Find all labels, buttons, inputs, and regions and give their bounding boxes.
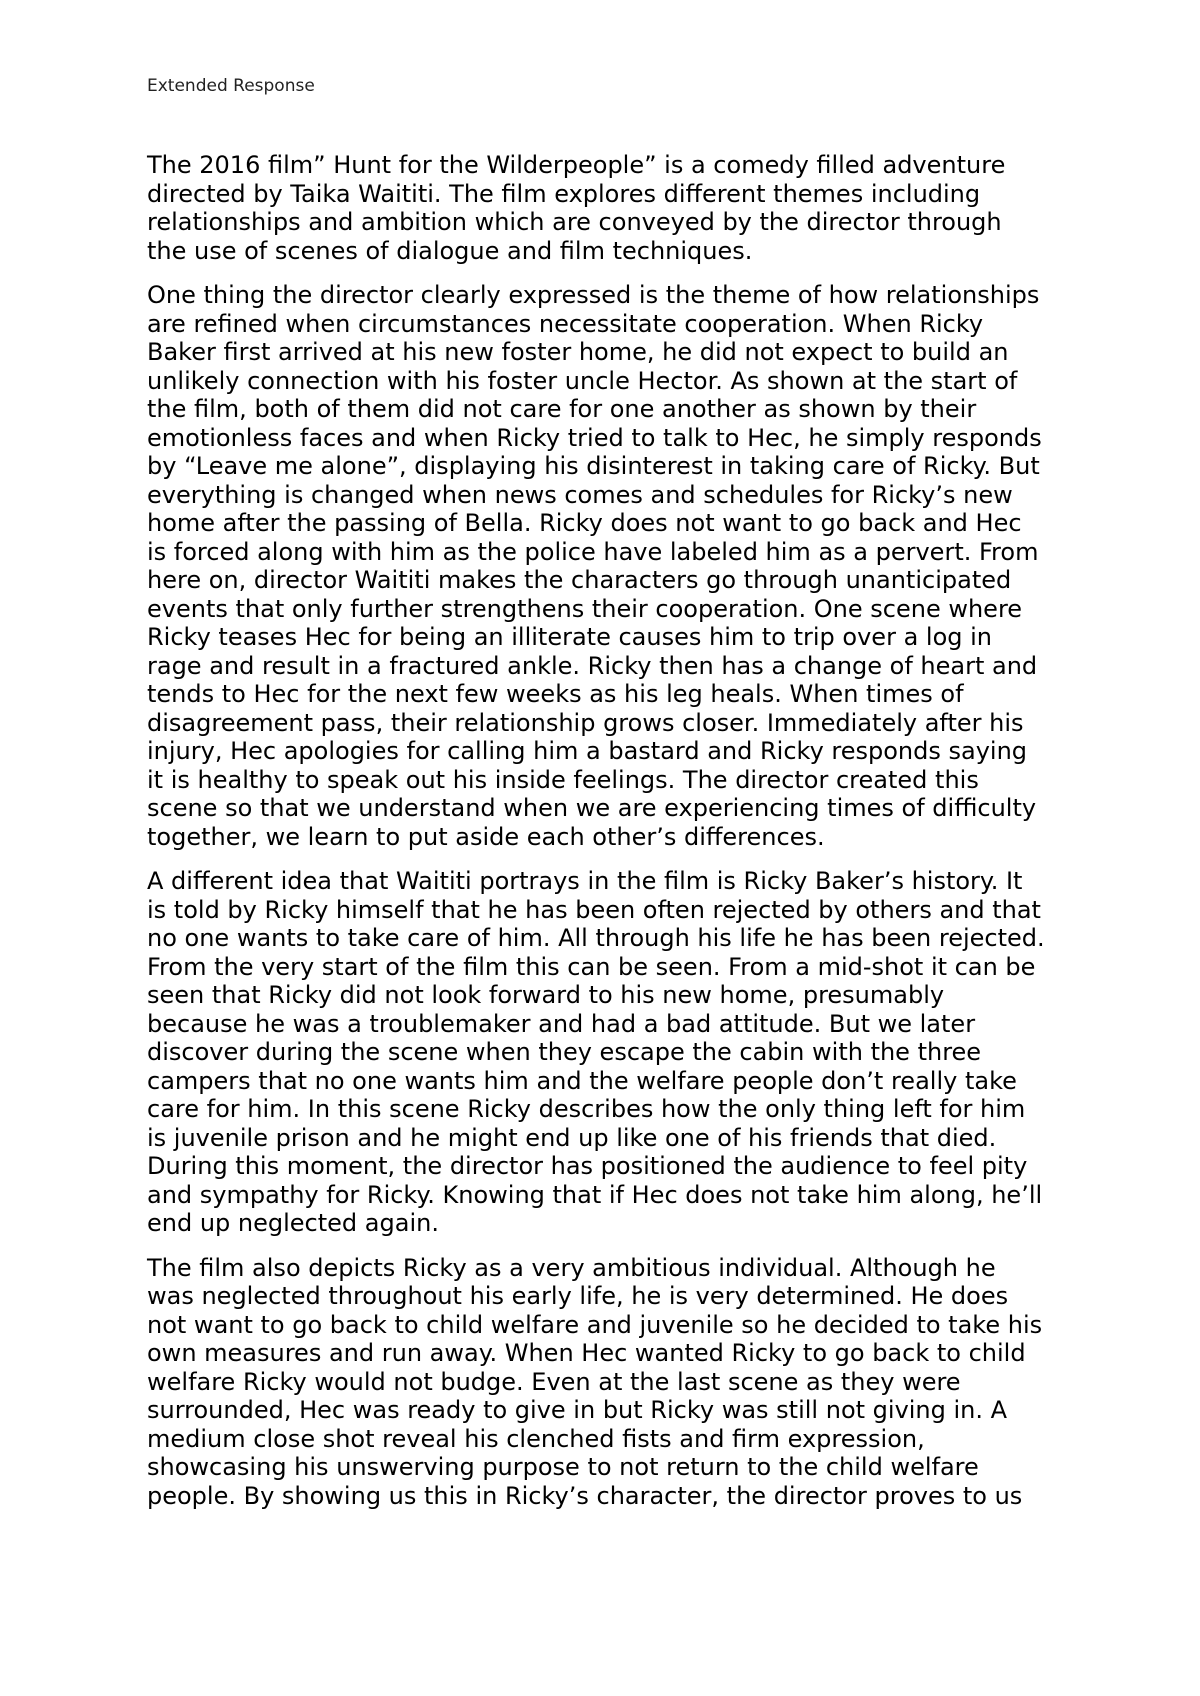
text-line: Ricky teases Hec for being an illiterate causes him to trip over a log in [147, 623, 992, 651]
paragraph [147, 1254, 1147, 1511]
paragraph [147, 151, 1147, 265]
text-line: is juvenile prison and he might end up like one of his friends that died. [147, 1123, 997, 1152]
page-header: Extended Response [147, 76, 315, 96]
text-line: and sympathy for Ricky. Knowing that if Hec does not take him along, he’ll [147, 1180, 1043, 1209]
text-line: Baker first arrived at his new foster home, he did not expect to build an [147, 338, 1009, 366]
text-line: is forced along with him as the police have labeled him as a pervert. From [147, 537, 1039, 566]
text-line: disagreement pass, their relationship grows closer. Immediately after his [147, 708, 1024, 737]
text-line: people. By showing us this in Ricky’s character, the director proves to us [147, 1481, 1023, 1510]
text-line: showcasing his unswerving purpose to not return to the child welfare [147, 1453, 979, 1481]
text-line: One thing the director clearly expressed is the theme of how relationships [147, 281, 1040, 309]
text-line: medium close shot reveal his clenched fists and firm expression, [147, 1424, 925, 1453]
text-line: From the very start of the film this can be seen. From a mid-shot it can be [147, 952, 1036, 981]
text-line: together, we learn to put aside each other’s differences. [147, 822, 825, 851]
text-line: rage and result in a fractured ankle. Ricky then has a change of heart and [147, 651, 1038, 680]
text-line: are refined when circumstances necessitate cooperation. When Ricky [147, 309, 984, 338]
text-line: relationships and ambition which are conveyed by the director through [147, 208, 1002, 236]
text-line: own measures and run away. When Hec wanted Ricky to go back to child [147, 1339, 1026, 1367]
text-line: here on, director Waititi makes the characters go through unanticipated [147, 566, 1012, 594]
text-line: emotionless faces and when Ricky tried to talk to Hec, he simply responds [147, 423, 1042, 452]
text-line: everything is changed when news comes and schedules for Ricky’s new [147, 480, 1013, 509]
text-line: care for him. In this scene Ricky describes how the only thing left for him [147, 1095, 1026, 1123]
text-line: scene so that we understand when we are experiencing times of difficulty [147, 794, 1037, 822]
text-line: tends to Hec for the next few weeks as his leg heals. When times of [147, 680, 964, 708]
text-line: welfare Ricky would not budge. Even at the last scene as they were [147, 1367, 961, 1396]
text-line: During this moment, the director has positioned the audience to feel pity [147, 1152, 1028, 1180]
paragraph [147, 867, 1147, 1238]
text-line: surrounded, Hec was ready to give in but Ricky was still not giving in. A [147, 1396, 1008, 1424]
text-line: seen that Ricky did not look forward to his new home, presumably [147, 981, 945, 1009]
text-line: discover during the scene when they escape the cabin with the three [147, 1038, 982, 1066]
text-line: end up neglected again. [147, 1209, 439, 1237]
text-line: directed by Taika Waititi. The film explores different themes including [147, 179, 981, 208]
text-line: The film also depicts Ricky as a very ambitious individual. Although he [147, 1253, 996, 1282]
text-line: unlikely connection with his foster uncle Hector. As shown at the start of [147, 366, 1018, 395]
text-line: it is healthy to speak out his inside feelings. The director created this [147, 765, 979, 794]
text-line: A different idea that Waititi portrays in the film is Ricky Baker’s history. It [147, 867, 1023, 895]
text-line: campers that no one wants him and the welfare people don’t really take [147, 1066, 1017, 1095]
text-line: not want to go back to child welfare and juvenile so he decided to take his [147, 1310, 1043, 1339]
paragraph [147, 281, 1147, 851]
document-body [147, 151, 1147, 1526]
text-line: events that only further strengthens their cooperation. One scene where [147, 594, 1023, 623]
text-line: is told by Ricky himself that he has been often rejected by others and that [147, 895, 1041, 924]
text-line: was neglected throughout his early life, he is very determined. He does [147, 1282, 1009, 1310]
text-line: injury, Hec apologies for calling him a bastard and Ricky responds saying [147, 737, 1028, 765]
text-line: The 2016 film” Hunt for the Wilderpeople” is a comedy filled adventure [147, 151, 1006, 179]
text-line: home after the passing of Bella. Ricky does not want to go back and Hec [147, 509, 1022, 537]
text-line: the film, both of them did not care for one another as shown by their [147, 395, 977, 423]
text-line: the use of scenes of dialogue and film techniques. [147, 236, 753, 265]
text-line: no one wants to take care of him. All through his life he has been rejected. [147, 924, 1045, 952]
text-line: by “Leave me alone”, displaying his disinterest in taking care of Ricky. But [147, 452, 1040, 480]
text-line: because he was a troublemaker and had a bad attitude. But we later [147, 1009, 976, 1038]
